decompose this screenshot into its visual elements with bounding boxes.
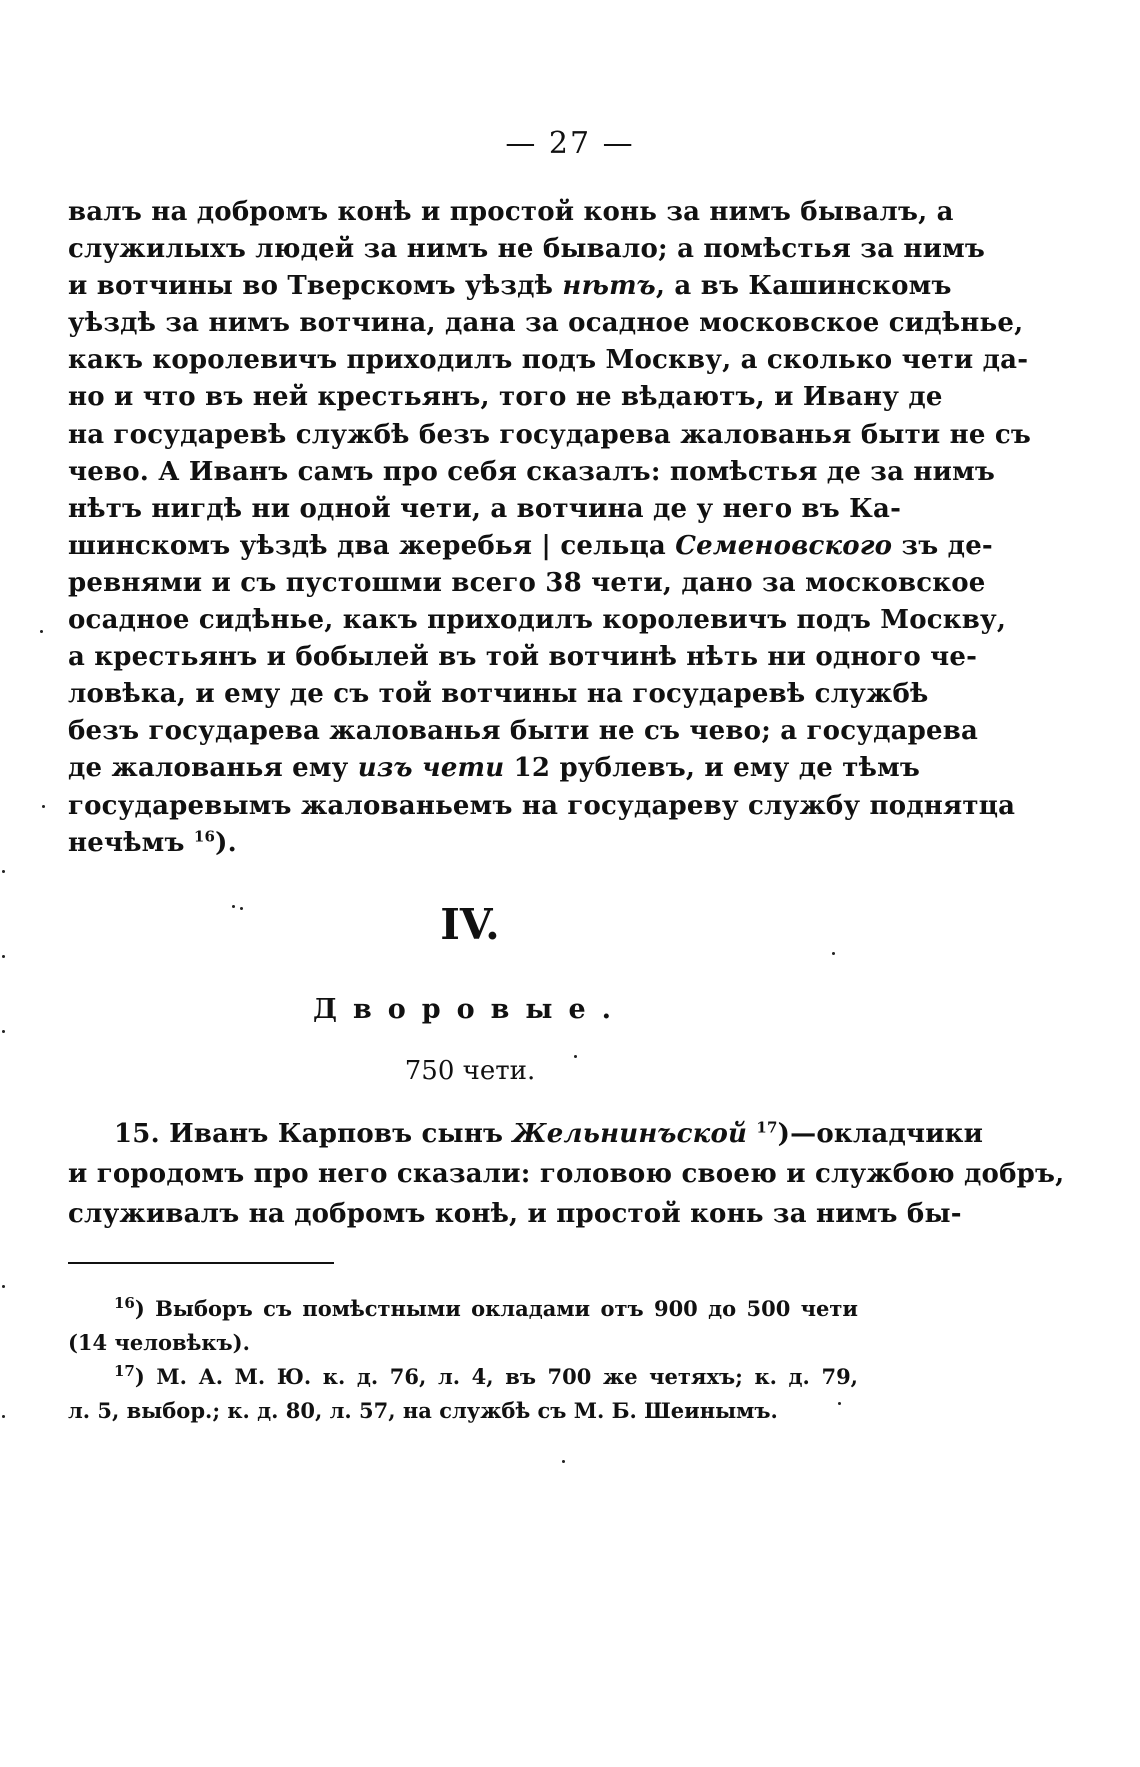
scan-speck xyxy=(574,1055,577,1058)
text-line: уѣздѣ за нимъ вотчина, дана за осадное московское сидѣнье, xyxy=(68,308,1024,339)
scan-speck xyxy=(2,1030,5,1033)
entry-paragraph xyxy=(68,1114,1065,1234)
entry-number: 15. xyxy=(114,1119,160,1149)
text-line: на государевѣ службѣ безъ государева жалованья быти не съ xyxy=(68,419,1032,450)
body-paragraph xyxy=(68,194,1032,862)
scan-speck xyxy=(42,805,45,808)
text-line: но и что въ ней крестьянъ, того не вѣдаютъ, и Ивану де xyxy=(68,382,943,413)
page-number: — 27 — xyxy=(505,126,635,161)
text-line: и вотчины во Тверскомъ уѣздѣ нѣтъ, а въ Кашинскомъ xyxy=(68,271,952,302)
text-line: безъ государева жалованья быти не съ чево; а государева xyxy=(68,716,979,747)
scan-speck xyxy=(2,1285,5,1288)
text-line: осадное сидѣнье, какъ приходилъ королевичъ подъ Москву, xyxy=(68,605,1007,636)
scan-speck xyxy=(240,907,243,910)
footnote-text: ) Выборъ съ помѣстными окладами отъ 900 до 500 чети xyxy=(134,1296,858,1321)
text-line: какъ королевичъ приходилъ подъ Москву, а сколько чети да- xyxy=(68,345,1029,376)
scan-speck xyxy=(562,1460,565,1463)
footnotes xyxy=(68,1292,858,1428)
footnote-number: 17 xyxy=(114,1362,135,1380)
text-line: а крестьянъ и бобылей въ той вотчинѣ нѣть ни одного че- xyxy=(68,642,978,673)
text-line-end: ). xyxy=(215,827,237,858)
entry-line xyxy=(68,1114,984,1154)
text-line-words: нечѣмъ xyxy=(68,827,185,858)
italic-word: Семеновского xyxy=(675,530,893,561)
italic-word: изъ чети xyxy=(357,753,505,784)
text-line xyxy=(68,825,858,862)
text-line: служилыхъ людей за нимъ не бывало; а помѣстья за нимъ xyxy=(68,234,986,265)
text-line: ловѣка, и ему де съ той вотчины на государевѣ службѣ xyxy=(68,679,929,710)
text-line: ревнями и съ пустошми всего 38 чети, дано за московское xyxy=(68,567,986,598)
scan-speck xyxy=(838,1402,841,1405)
text-line: валъ на добромъ конѣ и простой конь за нимъ бывалъ, а xyxy=(68,197,954,227)
footnote-17-cont: л. 5, выбор.; к. д. 80, л. 57, на службѣ съ М. Б. Шеинымъ. xyxy=(68,1398,778,1423)
scan-speck xyxy=(2,955,5,958)
italic-word: нѣтъ xyxy=(562,271,656,302)
footnote-17 xyxy=(68,1360,858,1394)
text-line: чево. А Иванъ самъ про себя сказалъ: помѣстья де за нимъ xyxy=(68,456,996,487)
footnote-divider xyxy=(68,1262,334,1264)
italic-word: Жельнинъской xyxy=(512,1119,748,1149)
footnote-16-cont: (14 человѣкъ). xyxy=(68,1330,250,1355)
footnote-16 xyxy=(68,1292,858,1326)
entry-line: служивалъ на добромъ конѣ, и простой конь за нимъ бы- xyxy=(68,1199,962,1229)
scan-speck xyxy=(832,952,835,955)
section-numeral: IV. xyxy=(440,900,500,949)
section-heading: Дворовые. xyxy=(312,994,628,1025)
scan-speck xyxy=(232,905,235,908)
footnote-text: ) М. А. М. Ю. к. д. 76, л. 4, въ 700 же четяхъ; к. д. 79, xyxy=(134,1364,858,1389)
scan-speck xyxy=(2,870,5,873)
entry-text: Иванъ Карповъ сынъ xyxy=(169,1119,504,1149)
footnote-ref: 17 xyxy=(756,1118,778,1137)
footnote-number: 16 xyxy=(114,1294,135,1312)
text-line: нѣтъ нигдѣ ни одной чети, а вотчина де у него въ Ка- xyxy=(68,493,902,524)
text-line: де жалованья ему изъ чети 12 рублевъ, и ему де тѣмъ xyxy=(68,753,921,784)
entry-line: и городомъ про него сказали: головою своею и службою добръ, xyxy=(68,1159,1065,1189)
text-line: шинскомъ уѣздѣ два жеребья | сельца Семеновского зъ де- xyxy=(68,530,993,561)
footnote-ref: 16 xyxy=(193,826,216,845)
section-subheading: 750 чети. xyxy=(404,1056,536,1086)
text-line: государевымъ жалованьемъ на государеву службу поднятца xyxy=(68,790,1016,821)
entry-text: )—окладчики xyxy=(777,1119,984,1149)
scan-speck xyxy=(2,1415,5,1418)
scan-speck xyxy=(40,630,43,633)
